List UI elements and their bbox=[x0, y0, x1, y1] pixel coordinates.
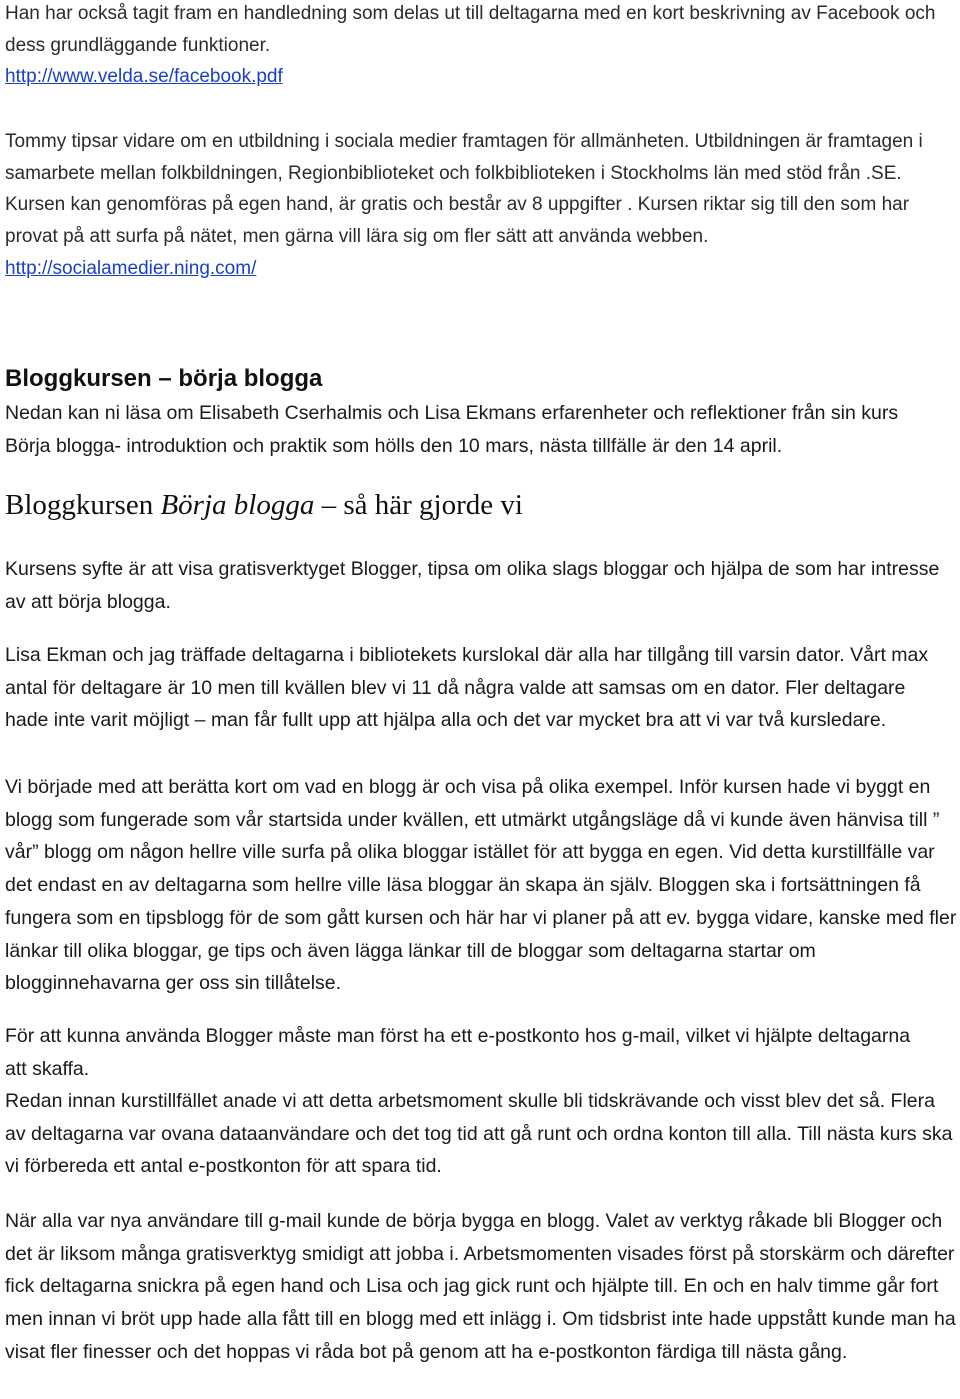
article-paragraph: Lisa Ekman och jag träffade deltagarna i bibliotekets kurslokal där alla har tillgång till varsin dator. Vårt max antal för deltagare är 10 men till kvällen blev vi 11 då några valde att samsas om en dator. Fler deltagare hade inte varit möjligt – man får fullt upp att hjälpa alla och det var mycket bra att vi var två kursledare. bbox=[5, 644, 929, 732]
article-title bbox=[5, 487, 523, 523]
sociala-medier-paragraph bbox=[5, 126, 955, 285]
title-part1: Bloggkursen bbox=[5, 489, 161, 521]
section-intro: Nedan kan ni läsa om Elisabeth Cserhalmis och Lisa Ekmans erfarenheter och reflektioner från sin kurs Börja blogga- introduktion och praktik som hölls den 10 mars, nästa tillfälle är den 14 april. bbox=[5, 402, 899, 457]
title-part2: – så här gjorde vi bbox=[314, 489, 523, 521]
article-paragraph: Kursens syfte är att visa gratisverktyget Blogger, tipsa om olika slags bloggar och hjälpa de som har intresse av att börja blogga. bbox=[5, 558, 940, 613]
title-italic: Börja blogga bbox=[160, 489, 315, 521]
facebook-paragraph bbox=[5, 0, 953, 93]
sociala-medier-text: Tommy tipsar vidare om en utbildning i sociala medier framtagen för allmänheten. Utbildningen är framtagen i samarbete mellan folkbildningen, Regionbiblioteket och folkbiblioteken i Stockholms län med stöd från .SE. Kursen kan genomföras på egen hand, är gratis och består av 8 uppgifter . Kursen riktar sig till den som har provat på att surfa på nätet, men gärna vill lära sig om fler sätt att använda webben. bbox=[5, 131, 923, 248]
article-paragraph: När alla var nya användare till g-mail kunde de börja bygga en blogg. Valet av verktyg råkade bli Blogger och det är liksom många gratisverktyg smidigt att jobba i. Arbetsmomenten visades först på storskärm och därefter fick deltagarna snickra på egen hand och Lisa och jag gick runt och hjälpte till. En och en halv timme går fort men innan vi bröt upp hade alla fått till en blogg med ett inlägg i. Om tidsbrist inte hade uppstått kunde man ha visat fler finesser och det hoppas vi råda bot på genom att ha e-postkonton färdiga till nästa gång. bbox=[5, 1210, 956, 1363]
facebook-pdf-link[interactable]: http://www.velda.se/facebook.pdf bbox=[5, 66, 283, 88]
article-paragraph: Redan innan kurstillfället anade vi att detta arbetsmoment skulle bli tidskrävande och visst blev det så. Flera av deltagarna var ovana dataanvändare och det tog tid att gå runt och ordna konton till alla. Till nästa kurs ska vi förbereda ett antal e-postkonton för att spara tid. bbox=[5, 1090, 953, 1178]
article-paragraph: För att kunna använda Blogger måste man först ha ett e-postkonto hos g-mail, vilket vi hjälpte deltagarna att skaffa. bbox=[5, 1025, 911, 1080]
facebook-text: Han har också tagit fram en handledning som delas ut till deltagarna med en kort beskrivning av Facebook och dess grundläggande funktioner. bbox=[5, 3, 936, 56]
section-heading: Bloggkursen – börja blogga bbox=[5, 365, 323, 392]
sociala-medier-link[interactable]: http://socialamedier.ning.com/ bbox=[5, 257, 257, 279]
article-paragraph: Vi började med att berätta kort om vad en blogg är och visa på olika exempel. Inför kursen hade vi byggt en blogg som fungerade som vår startsida under kvällen, ett utmärkt utgångsläge då vi kunde även hänvisa till ” vår” blogg om någon hellre ville surfa på olika bloggar istället för att bygga en egen. Vid detta kurstillfälle var det endast en av deltagarna som hellre ville läsa bloggar än skapa än själv. Bloggen ska i fortsättningen få fungera som en tipsblogg för de som gått kursen och här har vi planer på att ev. bygga vidare, kanske med fler länkar till olika bloggar, ge tips och även lägga länkar till de bloggar som deltagarna startar om blogginnehavarna ger oss sin tillåtelse. bbox=[5, 776, 957, 995]
